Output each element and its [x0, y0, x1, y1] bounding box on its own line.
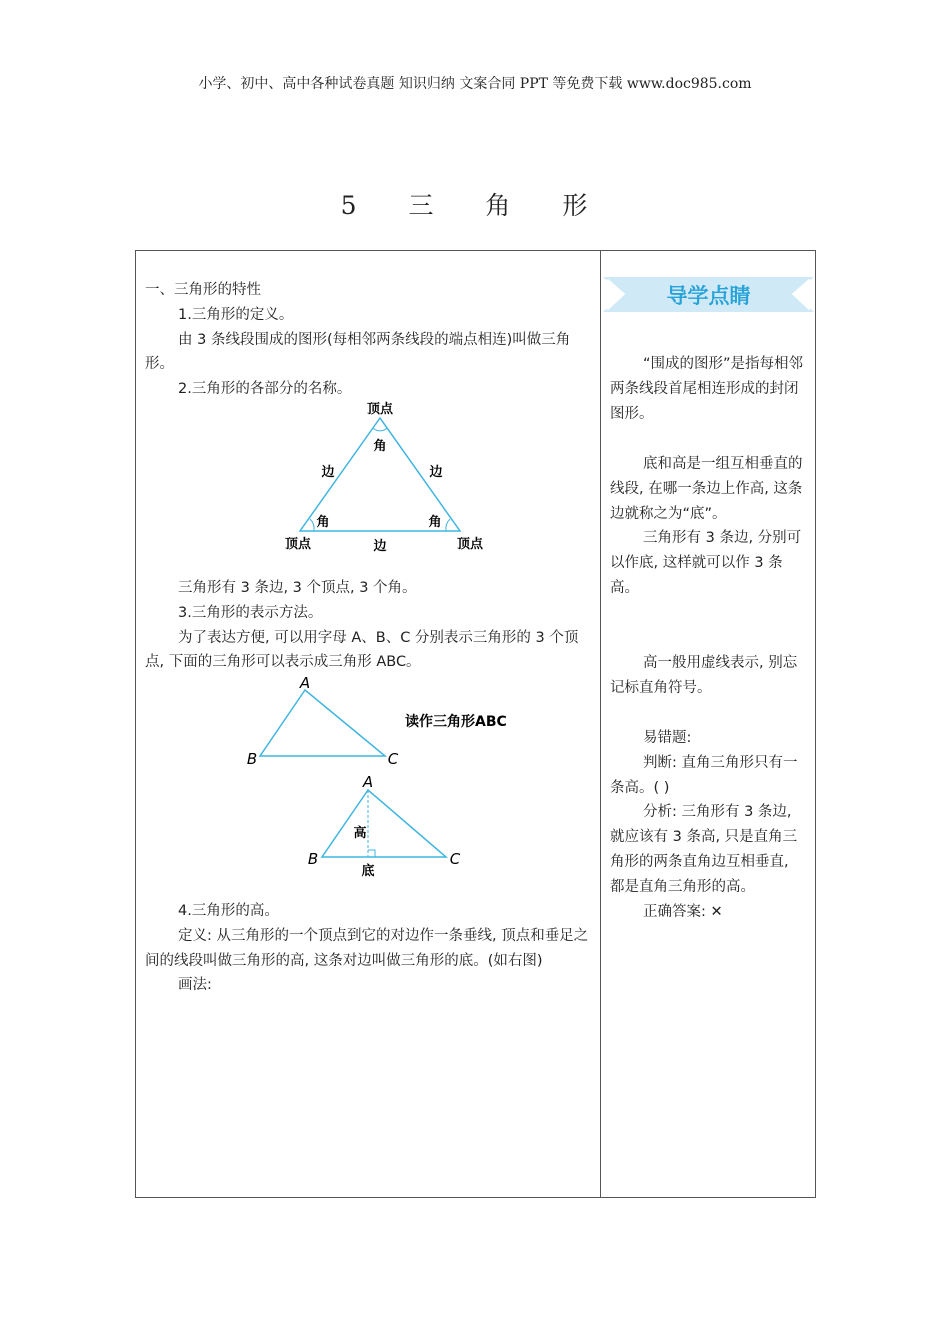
label-b: B	[307, 850, 319, 868]
label-b: B	[246, 750, 258, 768]
note-text: 分析: 三角形有 3 条边, 就应该有 3 条高, 只是直角三角形的两条直角边互相垂直, 都是直角三角形的高。	[610, 804, 798, 895]
label-side: 边	[429, 465, 443, 480]
label-c: C	[449, 850, 461, 868]
section-intro	[145, 278, 590, 402]
subheading: 1.三角形的定义。	[178, 306, 294, 323]
label-base: 底	[361, 864, 375, 879]
paragraph: 三角形有 3 条边, 3 个顶点, 3 个角。	[178, 580, 417, 596]
note-text: 判断: 直角三角形只有一条高。( )	[610, 754, 798, 796]
paragraph: 由 3 条线段围成的图形(每相邻两条线段的端点相连)叫做三角形。	[145, 331, 571, 373]
note-text: 三角形有 3 条边, 分别可以作底, 这样就可以作 3 条高。	[610, 530, 802, 596]
label-angle: 角	[428, 515, 442, 530]
page-title: 5 三 角 形	[340, 191, 610, 220]
banner-title: 导学点睛	[666, 284, 751, 308]
label-angle: 角	[316, 515, 330, 530]
paragraph: 定义: 从三角形的一个顶点到它的对边作一条垂线, 顶点和垂足之间的线段叫做三角形的高, 这条对边叫做三角形的底。(如右图)	[145, 927, 589, 969]
label-vertex: 顶点	[456, 537, 484, 552]
label-side: 边	[373, 539, 387, 554]
label-vertex: 顶点	[366, 402, 394, 417]
subheading: 4.三角形的高。	[178, 903, 279, 919]
label-a: A	[362, 773, 374, 791]
label-vertex: 顶点	[284, 537, 312, 552]
read-as-caption: 读作三角形ABC	[405, 714, 507, 730]
note-1	[610, 352, 805, 426]
note-answer: 正确答案: ✕	[643, 903, 723, 920]
label-a: A	[299, 674, 311, 692]
note-heading: 易错题:	[643, 730, 692, 746]
section-representation	[145, 576, 590, 675]
section-height	[145, 899, 590, 998]
note-text: “围成的图形”是指每相邻两条线段首尾相连形成的封闭图形。	[610, 356, 804, 422]
page-header: 小学、初中、高中各种试卷真题 知识归纳 文案合同 PPT 等免费下载 www.doc985.com	[198, 76, 752, 92]
note-text: 底和高是一组互相垂直的线段, 在哪一条边上作高, 这条边就称之为“底”。	[610, 456, 803, 522]
label-height: 高	[353, 826, 367, 841]
note-error-prone	[610, 726, 805, 924]
label-side: 边	[321, 465, 335, 480]
subheading: 2.三角形的各部分的名称。	[178, 381, 352, 398]
column-divider	[600, 250, 601, 1197]
subheading: 3.三角形的表示方法。	[178, 604, 323, 621]
label-c: C	[387, 750, 399, 768]
triangle-parts-diagram	[270, 398, 500, 558]
label-angle: 角	[373, 439, 387, 454]
paragraph: 画法:	[178, 977, 212, 994]
paragraph: 为了表达方便, 可以用字母 A、B、C 分别表示三角形的 3 个顶点, 下面的三角形可以表示成三角形 ABC。	[145, 629, 579, 671]
note-2	[610, 452, 805, 601]
guide-banner	[603, 277, 814, 312]
note-3	[610, 651, 805, 701]
note-text: 高一般用虚线表示, 别忘记标直角符号。	[610, 655, 798, 696]
section-heading: 一、三角形的特性	[145, 282, 261, 298]
triangle-abc-diagram	[240, 672, 540, 882]
